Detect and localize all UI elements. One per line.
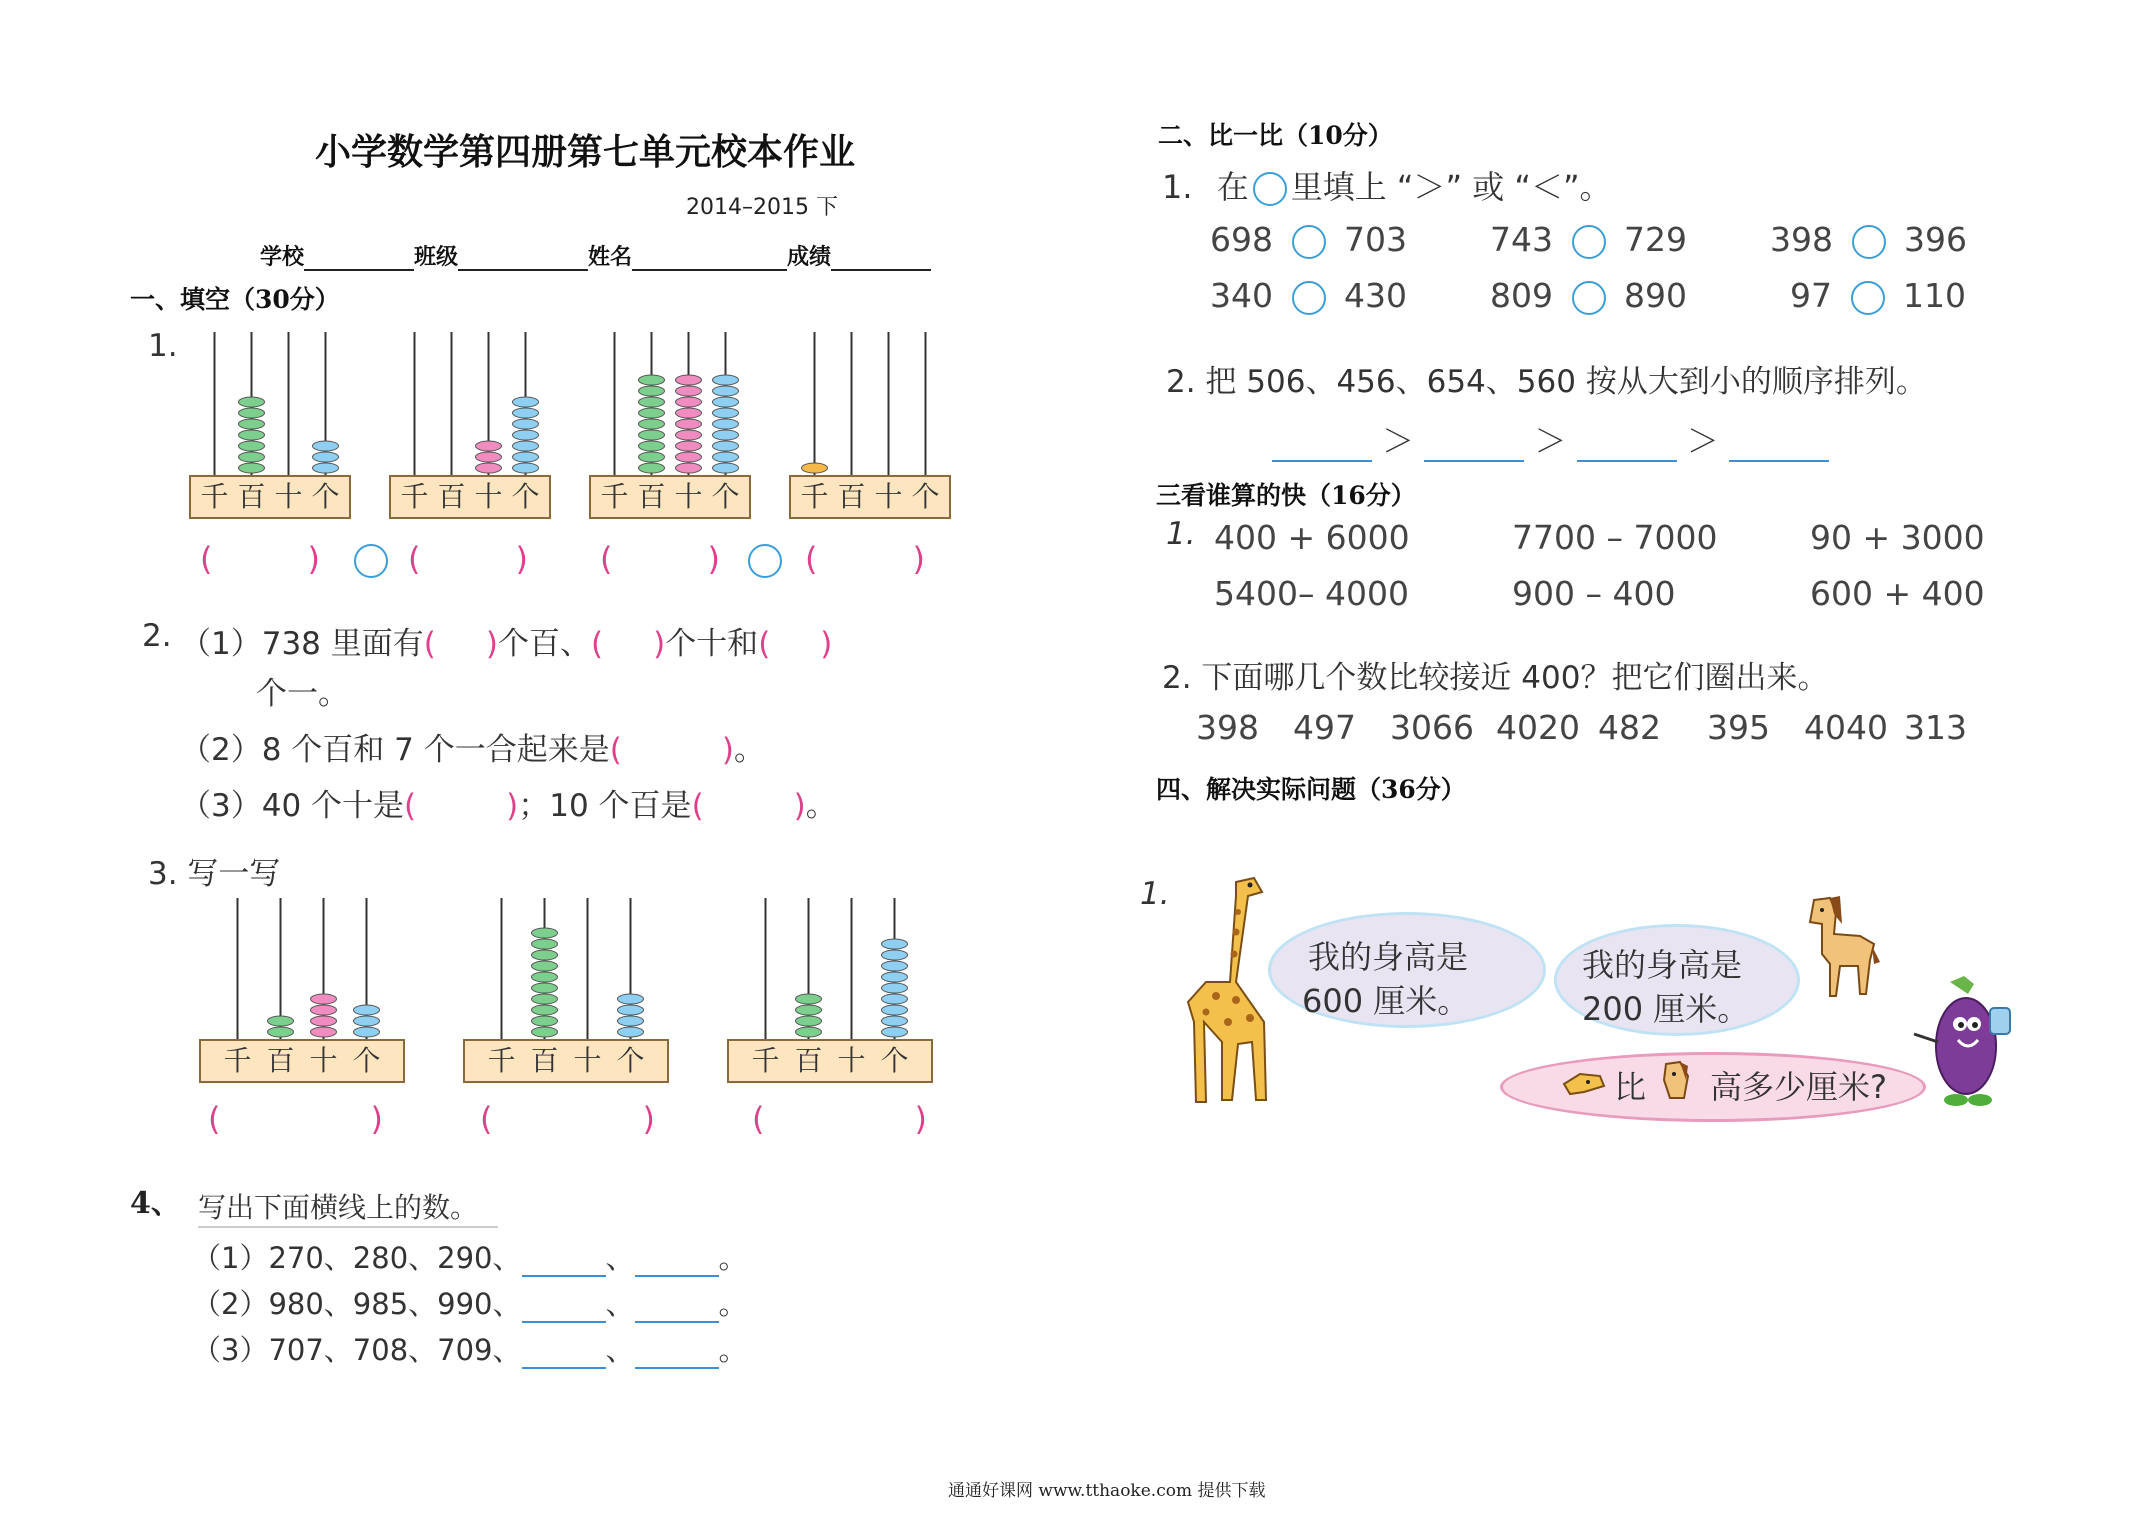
abacus-bead [639,452,665,462]
abacus-bead [311,1027,337,1037]
giraffe-illustration [1176,872,1286,1108]
q4-item-label: （1）270、280、290、 [192,1241,522,1275]
paren-close: ) [370,1100,383,1138]
place-label: 千 [200,480,229,514]
pair-left: 698 [1210,220,1273,259]
q2-1-end: 个一。 [256,676,349,712]
q1-number: 1. [148,328,178,364]
q2-3-mid: ；10 个百是 [518,788,692,824]
q2-1 [180,618,832,663]
abacus-bead [513,419,539,429]
horse-bubble-line-1: 我的身高是 [1582,946,1743,984]
question-bi: 比 [1614,1068,1647,1106]
paren-open: ( [200,540,213,578]
abacus-bead [239,397,265,407]
expr-6: 600 + 400 [1810,574,1985,613]
place-label: 十 [674,480,703,514]
abacus-bead [354,1016,380,1026]
section3-title: 三看谁算的快（16分） [1156,481,1416,510]
abacus-bead [268,1027,294,1037]
paren-close: ) [653,626,666,662]
abacus-3 [728,898,932,1082]
q3-answer-1 [208,1100,383,1138]
gt-sign: ＞ [1382,422,1415,460]
abacus-bead [713,386,739,396]
q4-blank-2a[interactable] [522,1291,606,1323]
place-label: 千 [600,480,629,514]
compare-circle[interactable] [1852,225,1886,259]
expr-1: 400 + 6000 [1214,518,1410,557]
q4-sep: 、 [605,1287,635,1321]
giraffe-head-icon [1560,1064,1606,1100]
place-label: 千 [400,480,429,514]
place-label: 十 [837,1044,866,1078]
q2-1-prefix: （1）738 里面有 [180,626,424,662]
q4-item-2 [192,1282,748,1323]
abacus-bead [676,408,702,418]
abacus-bead [313,452,339,462]
near-number-list [1196,708,1967,747]
place-label: 个 [711,480,740,514]
paren-open: ( [423,626,436,662]
school-label: 学校 [260,244,305,270]
near-number[interactable]: 497 [1293,708,1356,747]
q2-3-prefix: （3）40 个十是 [180,788,405,824]
q1-answer-row-2 [408,540,528,578]
abacus-bead [532,983,558,993]
abacus-bead [882,961,908,971]
abacus-bead [882,950,908,960]
giraffe-bubble-line-1: 我的身高是 [1308,938,1469,976]
abacus-2 [464,898,668,1082]
paren-close: ) [515,540,528,578]
abacus-bead [239,419,265,429]
school-field[interactable] [304,245,414,271]
abacus-bead [676,397,702,407]
q2-2 [180,724,765,769]
score-label: 成绩 [787,244,832,270]
abacus-row-3 [190,880,970,1100]
abacus-bead [532,1005,558,1015]
abacus-bead [311,994,337,1004]
pair-right: 890 [1624,276,1687,315]
abacus-bead [676,386,702,396]
q4-blank-2b[interactable] [635,1291,719,1323]
near-number[interactable]: 4040 [1803,708,1888,747]
abacus-bead [313,463,339,473]
abacus-bead [476,463,502,473]
expr-5: 900 – 400 [1512,574,1676,613]
compare-circle[interactable] [1292,281,1326,315]
abacus-bead [618,1016,644,1026]
near-number[interactable]: 4020 [1495,708,1580,747]
abacus-bead [239,441,265,451]
abacus-bead [239,408,265,418]
paren-close: ) [912,540,925,578]
paren-open: ( [752,1100,765,1138]
class-field[interactable] [458,245,588,271]
paren-open: ( [404,788,417,824]
abacus-bead [354,1005,380,1015]
q2-number: 2. [142,618,172,654]
eggplant-illustration [1908,972,2032,1112]
paren-open: ( [590,626,604,662]
q1-answer-row-3 [600,540,720,578]
abacus-bead [513,397,539,407]
abacus-bead [882,1005,908,1015]
abacus-bead [676,375,702,385]
place-label: 百 [837,480,866,514]
compare-pair-4 [1210,276,1407,315]
q2-2-prefix: （2）8 个百和 7 个一合起来是 [180,732,610,768]
paren-close: ) [707,540,720,578]
paren-close: ) [506,788,519,824]
pair-right: 110 [1903,276,1966,315]
paren-open: ( [208,1100,221,1138]
order-blank-1[interactable] [1272,430,1372,462]
q2-2-end: 。 [733,732,765,768]
q2-1-mid2: 个十和 [665,626,759,662]
abacus-bead [713,419,739,429]
abacus-bead [532,928,558,938]
abacus-bead [713,441,739,451]
expr-3: 90 + 3000 [1810,518,1985,557]
order-blank-4[interactable] [1729,430,1829,462]
q4-sep: 、 [605,1241,635,1275]
abacus-bead [532,950,558,960]
pair-right: 729 [1624,220,1687,259]
place-label: 百 [530,1044,559,1078]
place-label: 百 [266,1044,295,1078]
section1-title: 一、填空（30分） [130,285,340,314]
s2-q1 [1162,162,1612,208]
q4-blank-1b[interactable] [635,1245,719,1277]
abacus-bead [476,441,502,451]
abacus-bead [639,441,665,451]
gt-sign: ＞ [1534,422,1567,460]
section4-title: 四、解决实际问题（36分） [1156,775,1466,804]
abacus-bead [532,1016,558,1026]
abacus-bead [639,386,665,396]
place-label: 千 [751,1044,780,1078]
place-label: 十 [874,480,903,514]
pair-left: 809 [1490,276,1553,315]
abacus-bead [676,463,702,473]
compare-pair-1 [1210,220,1407,259]
near-number[interactable]: 398 [1196,708,1259,747]
abacus-bead [676,441,702,451]
paren-close: ) [485,626,498,662]
horse-bubble-line-2: 200 厘米。 [1582,990,1750,1028]
s3-q1-number: 1. [1166,516,1196,552]
paren-close: ) [642,1100,655,1138]
compare-circle[interactable] [1572,281,1606,315]
q4-end: 。 [718,1287,748,1321]
pair-left: 340 [1210,276,1273,315]
abacus-bead [532,972,558,982]
s3-q2-text: 2. 下面哪几个数比较接近 400？把它们圈出来。 [1162,660,1829,696]
paren-close: ) [793,788,806,824]
place-label: 百 [794,1044,823,1078]
paren-open: ( [805,540,818,578]
abacus-bead [239,463,265,473]
near-number[interactable]: 3066 [1390,708,1474,747]
q4-item-1 [192,1236,748,1277]
q1-answer-row [200,540,320,578]
horse-illustration [1800,894,1882,1004]
name-field[interactable] [632,245,787,271]
s2-q1-text-a: 在 [1216,168,1249,206]
place-label: 十 [573,1044,602,1078]
q2-3-end: 。 [805,788,837,824]
place-label: 个 [352,1044,381,1078]
abacus-bead [639,397,665,407]
abacus-bead [532,1027,558,1037]
q4-number: 4、 [130,1186,181,1221]
abacus-bead [796,994,822,1004]
paren-open: ( [758,626,771,662]
score-field[interactable] [831,245,931,271]
abacus-bead [713,397,739,407]
abacus-bead [676,430,702,440]
q4-item-label: （3）707、708、709、 [192,1333,522,1367]
compare-circle[interactable] [1572,225,1606,259]
name-label: 姓名 [588,244,633,270]
abacus-bead [882,972,908,982]
abacus-bead [513,452,539,462]
abacus-bead [639,430,665,440]
abacus-bead [618,1027,644,1037]
abacus-bead [532,994,558,1004]
paren-close: ) [721,732,734,768]
s2-q1-text-b: 里填上 “＞” 或 “＜”。 [1290,168,1612,206]
abacus-bead [513,463,539,473]
school-year: 2014–2015 下 [686,195,838,220]
compare-pair-2 [1490,220,1687,259]
abacus-bead [618,1005,644,1015]
horse-head-icon [1658,1060,1692,1102]
q2-1-mid1: 个百、 [497,626,591,662]
abacus-bead [239,452,265,462]
abacus-bead [639,408,665,418]
paren-open: ( [480,1100,493,1138]
abacus-2 [390,332,550,518]
q4-blank-3b[interactable] [635,1337,719,1369]
giraffe-bubble-line-2: 600 厘米。 [1302,982,1470,1020]
compare-pair-5 [1490,276,1687,315]
q3-answer-3 [752,1100,927,1138]
place-label: 个 [616,1044,645,1078]
q3-label: 3. 写一写 [148,856,281,892]
compare-circle-2[interactable] [748,544,782,578]
abacus-bead [713,430,739,440]
q4-end: 。 [718,1241,748,1275]
pair-left: 398 [1770,220,1833,259]
near-number[interactable]: 395 [1706,708,1770,747]
q1-answer-row-4 [805,540,925,578]
abacus-bead [796,1027,822,1037]
expr-4: 5400– 4000 [1214,574,1409,613]
abacus-bead [882,939,908,949]
s4-q1-number: 1. [1140,876,1170,912]
compare-circle-sample [1253,172,1287,206]
abacus-1 [200,898,404,1082]
place-label: 个 [880,1044,909,1078]
place-label: 十 [274,480,303,514]
paren-open: ( [408,540,421,578]
abacus-bead [513,430,539,440]
abacus-bead [354,1027,380,1037]
place-label: 十 [309,1044,338,1078]
abacus-bead [639,375,665,385]
q4-item-3 [192,1328,748,1369]
page-title: 小学数学第四册第七单元校本作业 [315,132,856,173]
section2-title: 二、比一比（10分） [1158,121,1393,150]
paren-open: ( [609,732,622,768]
place-label: 千 [800,480,829,514]
q3-answer-2 [480,1100,655,1138]
abacus-bead [311,1005,337,1015]
place-label: 十 [474,480,503,514]
abacus-bead [239,430,265,440]
compare-circle[interactable] [1292,225,1326,259]
q4-item-label: （2）980、985、990、 [192,1287,522,1321]
abacus-bead [476,452,502,462]
abacus-bead [639,419,665,429]
abacus-bead [882,1027,908,1037]
place-label: 百 [237,480,266,514]
abacus-bead [618,994,644,1004]
paren-close: ) [914,1100,927,1138]
abacus-bead [882,1016,908,1026]
abacus-bead [882,983,908,993]
q4-end: 。 [718,1333,748,1367]
place-label: 百 [637,480,666,514]
place-label: 百 [437,480,466,514]
abacus-bead [313,441,339,451]
place-label: 个 [511,480,540,514]
order-blank-2[interactable] [1424,430,1524,462]
paren-close: ) [820,626,833,662]
abacus-bead [513,441,539,451]
pair-right: 703 [1344,220,1407,259]
paren-open: ( [600,540,613,578]
q4-blank-1a[interactable] [522,1245,606,1277]
abacus-bead [713,452,739,462]
q4-prompt: 写出下面横线上的数。 [198,1186,498,1228]
abacus-bead [713,375,739,385]
abacus-bead [796,1005,822,1015]
paren-open: ( [691,788,704,824]
abacus-bead [713,463,739,473]
abacus-3 [590,332,750,518]
abacus-bead [532,961,558,971]
q2-3 [180,780,837,825]
pair-left: 97 [1790,276,1832,315]
q4-sep: 、 [605,1333,635,1367]
abacus-bead [513,408,539,418]
paren-close: ) [307,540,320,578]
question-end: 高多少厘米? [1710,1068,1887,1106]
abacus-bead [802,463,828,473]
place-label: 个 [311,480,340,514]
student-info-row [260,240,931,271]
abacus-bead [796,1016,822,1026]
abacus-1 [190,332,350,518]
order-row [1272,416,1829,462]
abacus-bead [676,419,702,429]
compare-circle-1[interactable] [354,544,388,578]
abacus-bead [882,994,908,1004]
s2-q1-number: 1. [1162,168,1193,206]
order-blank-3[interactable] [1577,430,1677,462]
near-number[interactable]: 313 [1903,708,1967,747]
q4-blank-3a[interactable] [522,1337,606,1369]
abacus-bead [532,939,558,949]
compare-pair-3 [1770,220,1967,259]
pair-right: 396 [1904,220,1967,259]
pair-right: 430 [1344,276,1407,315]
compare-circle[interactable] [1851,281,1885,315]
footer-credit: 通通好课网 www.tthaoke.com 提供下载 [948,1481,1266,1501]
abacus-bead [713,408,739,418]
place-label: 千 [223,1044,252,1078]
place-label: 个 [911,480,940,514]
gt-sign: ＞ [1686,422,1719,460]
place-label: 千 [487,1044,516,1078]
pair-left: 743 [1490,220,1553,259]
class-label: 班级 [414,244,459,270]
abacus-bead [311,1016,337,1026]
abacus-bead [268,1016,294,1026]
near-number[interactable]: 482 [1597,708,1661,747]
abacus-bead [676,452,702,462]
compare-pair-6 [1790,276,1966,315]
expr-2: 7700 – 7000 [1512,518,1718,557]
abacus-4 [790,332,950,518]
abacus-bead [639,463,665,473]
s2-q2-text: 2. 把 506、456、654、560 按从大到小的顺序排列。 [1166,364,1927,400]
